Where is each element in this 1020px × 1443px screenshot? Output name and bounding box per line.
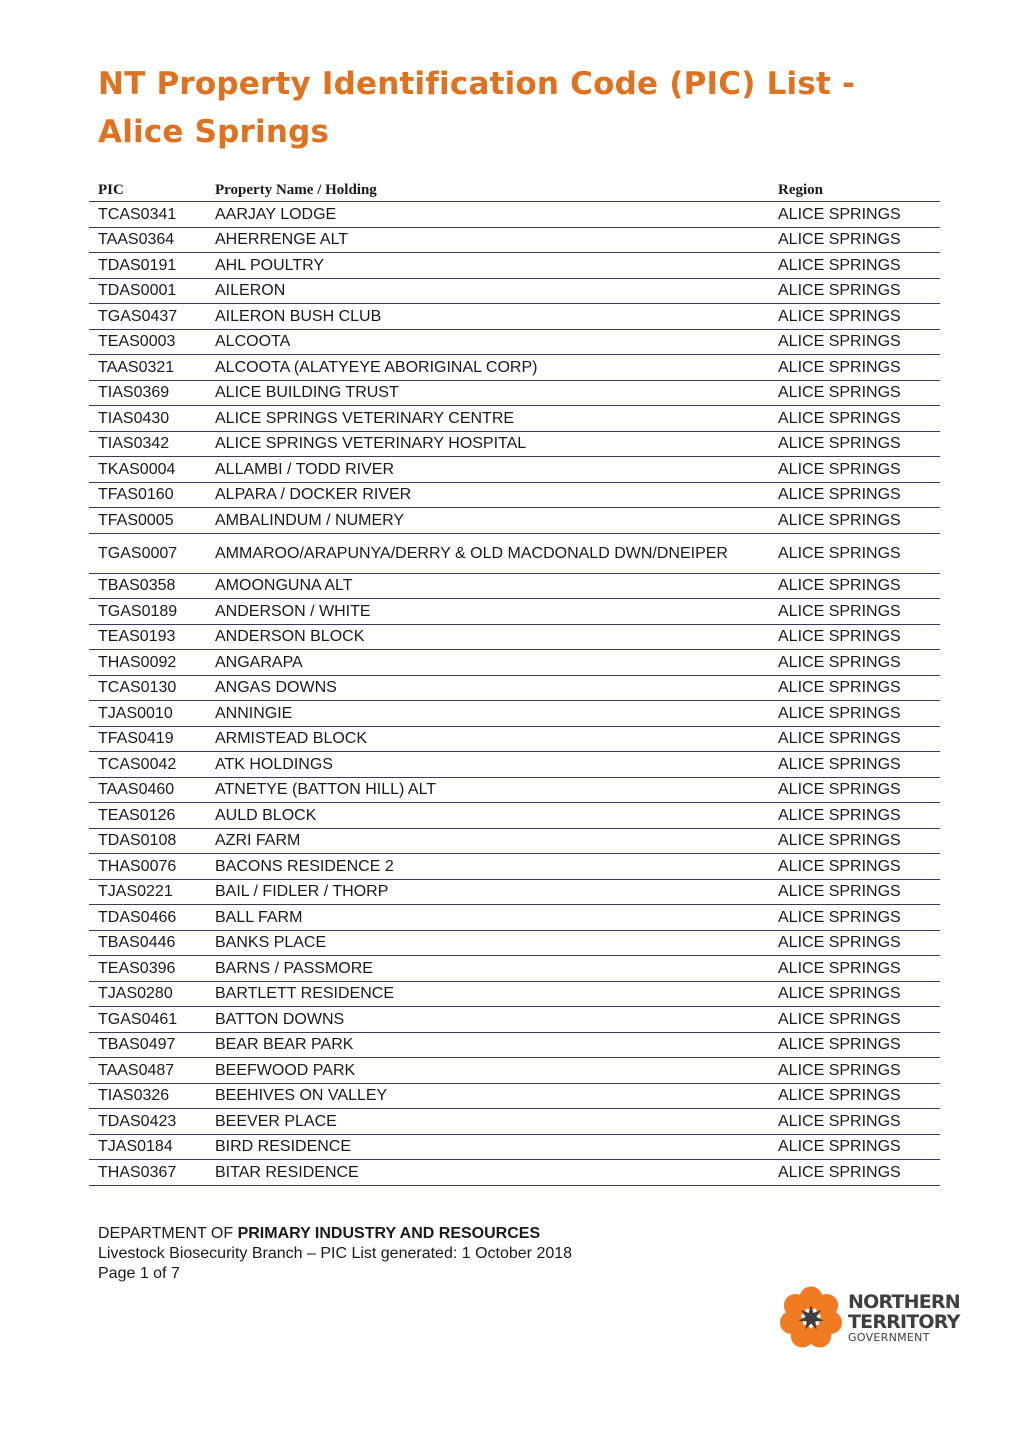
- region-cell: ALICE SPRINGS: [769, 930, 940, 956]
- pic-code-cell: TFAS0419: [89, 726, 206, 752]
- region-cell: ALICE SPRINGS: [769, 278, 940, 304]
- region-cell: ALICE SPRINGS: [769, 1032, 940, 1058]
- region-cell: ALICE SPRINGS: [769, 905, 940, 931]
- table-row: [89, 482, 940, 508]
- pic-code-cell: TCAS0130: [89, 675, 206, 701]
- region-cell: ALICE SPRINGS: [769, 752, 940, 778]
- pic-code-cell: TGAS0437: [89, 304, 206, 330]
- logo-petal: [784, 1294, 807, 1317]
- region-cell: ALICE SPRINGS: [769, 828, 940, 854]
- region-cell: ALICE SPRINGS: [769, 304, 940, 330]
- table-row: [89, 1007, 940, 1033]
- property-name-cell: ALCOOTA (ALATYEYE ABORIGINAL CORP): [206, 355, 769, 381]
- department-line: [98, 1224, 572, 1244]
- table-row: [89, 355, 940, 381]
- column-header-property-name: Property Name / Holding: [206, 175, 769, 202]
- pic-code-cell: TIAS0326: [89, 1083, 206, 1109]
- table-row: [89, 508, 940, 534]
- page-footer: [98, 1224, 572, 1284]
- department-prefix: DEPARTMENT OF: [98, 1225, 238, 1242]
- table-row: [89, 624, 940, 650]
- pic-code-cell: TJAS0280: [89, 981, 206, 1007]
- pic-code-cell: TDAS0466: [89, 905, 206, 931]
- property-name-cell: AHL POULTRY: [206, 253, 769, 279]
- pic-code-cell: TIAS0369: [89, 380, 206, 406]
- pic-code-cell: TKAS0004: [89, 457, 206, 483]
- region-cell: ALICE SPRINGS: [769, 650, 940, 676]
- pic-code-cell: TDAS0191: [89, 253, 206, 279]
- table-row: [89, 253, 940, 279]
- pic-code-cell: TGAS0189: [89, 599, 206, 625]
- table-row: [89, 431, 940, 457]
- property-name-cell: ANNINGIE: [206, 701, 769, 727]
- region-cell: ALICE SPRINGS: [769, 533, 940, 573]
- table-header-row: [89, 175, 940, 202]
- pic-code-cell: TIAS0430: [89, 406, 206, 432]
- property-name-cell: ARMISTEAD BLOCK: [206, 726, 769, 752]
- table-row: [89, 905, 940, 931]
- property-name-cell: ALLAMBI / TODD RIVER: [206, 457, 769, 483]
- table-row: [89, 380, 940, 406]
- column-header-region: Region: [769, 175, 940, 202]
- property-name-cell: ANGAS DOWNS: [206, 675, 769, 701]
- region-cell: ALICE SPRINGS: [769, 253, 940, 279]
- pic-code-cell: TAAS0364: [89, 227, 206, 253]
- logo-line-northern: NORTHERN: [848, 1291, 960, 1313]
- logo-wordmark: [848, 1292, 960, 1344]
- property-name-cell: BARNS / PASSMORE: [206, 956, 769, 982]
- region-cell: ALICE SPRINGS: [769, 1083, 940, 1109]
- table-row: [89, 650, 940, 676]
- property-name-cell: BEEFWOOD PARK: [206, 1058, 769, 1084]
- property-name-cell: ALICE BUILDING TRUST: [206, 380, 769, 406]
- pic-code-cell: THAS0076: [89, 854, 206, 880]
- table-row: [89, 879, 940, 905]
- property-name-cell: ANDERSON BLOCK: [206, 624, 769, 650]
- property-name-cell: BAIL / FIDLER / THORP: [206, 879, 769, 905]
- pic-code-cell: TIAS0342: [89, 431, 206, 457]
- property-name-cell: ALICE SPRINGS VETERINARY HOSPITAL: [206, 431, 769, 457]
- pic-code-cell: TBAS0497: [89, 1032, 206, 1058]
- pic-code-cell: TAAS0460: [89, 777, 206, 803]
- table-row: [89, 1160, 940, 1186]
- property-name-cell: ANDERSON / WHITE: [206, 599, 769, 625]
- region-cell: ALICE SPRINGS: [769, 355, 940, 381]
- region-cell: ALICE SPRINGS: [769, 457, 940, 483]
- pic-code-cell: TJAS0184: [89, 1134, 206, 1160]
- region-cell: ALICE SPRINGS: [769, 803, 940, 829]
- property-name-cell: ATNETYE (BATTON HILL) ALT: [206, 777, 769, 803]
- pic-code-cell: TCAS0042: [89, 752, 206, 778]
- property-name-cell: AHERRENGE ALT: [206, 227, 769, 253]
- table-row: [89, 278, 940, 304]
- region-cell: ALICE SPRINGS: [769, 227, 940, 253]
- table-row: [89, 752, 940, 778]
- region-cell: ALICE SPRINGS: [769, 1109, 940, 1135]
- table-row: [89, 675, 940, 701]
- property-name-cell: BACONS RESIDENCE 2: [206, 854, 769, 880]
- property-name-cell: AMOONGUNA ALT: [206, 573, 769, 599]
- pic-table: [89, 175, 940, 1186]
- table-row: [89, 956, 940, 982]
- region-cell: ALICE SPRINGS: [769, 1134, 940, 1160]
- pic-code-cell: TDAS0423: [89, 1109, 206, 1135]
- table-row: [89, 304, 940, 330]
- region-cell: ALICE SPRINGS: [769, 406, 940, 432]
- page-title: NT Property Identification Code (PIC) List - Alice Springs: [98, 66, 856, 150]
- property-name-cell: BARTLETT RESIDENCE: [206, 981, 769, 1007]
- nt-government-logo: [778, 1282, 968, 1354]
- logo-line-territory: TERRITORY: [848, 1311, 960, 1333]
- region-cell: ALICE SPRINGS: [769, 854, 940, 880]
- region-cell: ALICE SPRINGS: [769, 701, 940, 727]
- property-name-cell: BIRD RESIDENCE: [206, 1134, 769, 1160]
- property-name-cell: BATTON DOWNS: [206, 1007, 769, 1033]
- property-name-cell: AILERON: [206, 278, 769, 304]
- pic-code-cell: TDAS0001: [89, 278, 206, 304]
- table-row: [89, 1058, 940, 1084]
- table-row: [89, 1083, 940, 1109]
- property-name-cell: AZRI FARM: [206, 828, 769, 854]
- logo-line-government: GOVERNMENT: [848, 1331, 930, 1344]
- region-cell: ALICE SPRINGS: [769, 726, 940, 752]
- pic-code-cell: THAS0367: [89, 1160, 206, 1186]
- region-cell: ALICE SPRINGS: [769, 777, 940, 803]
- pic-code-cell: TCAS0341: [89, 202, 206, 228]
- region-cell: ALICE SPRINGS: [769, 1160, 940, 1186]
- region-cell: ALICE SPRINGS: [769, 1058, 940, 1084]
- table-row: [89, 726, 940, 752]
- property-name-cell: AILERON BUSH CLUB: [206, 304, 769, 330]
- region-cell: ALICE SPRINGS: [769, 599, 940, 625]
- property-name-cell: BITAR RESIDENCE: [206, 1160, 769, 1186]
- region-cell: ALICE SPRINGS: [769, 431, 940, 457]
- pic-code-cell: TFAS0005: [89, 508, 206, 534]
- table-row: [89, 828, 940, 854]
- region-cell: ALICE SPRINGS: [769, 879, 940, 905]
- pic-code-cell: TGAS0461: [89, 1007, 206, 1033]
- region-cell: ALICE SPRINGS: [769, 202, 940, 228]
- property-name-cell: BEAR BEAR PARK: [206, 1032, 769, 1058]
- region-cell: ALICE SPRINGS: [769, 675, 940, 701]
- desert-rose-icon: [778, 1282, 844, 1352]
- property-name-cell: BALL FARM: [206, 905, 769, 931]
- table-row: [89, 227, 940, 253]
- table-row: [89, 854, 940, 880]
- page-number: Page 1 of 7: [98, 1265, 180, 1282]
- pic-code-cell: TEAS0126: [89, 803, 206, 829]
- property-name-cell: AMBALINDUM / NUMERY: [206, 508, 769, 534]
- table-row: [89, 1032, 940, 1058]
- table-row: [89, 202, 940, 228]
- property-name-cell: ANGARAPA: [206, 650, 769, 676]
- property-name-cell: ATK HOLDINGS: [206, 752, 769, 778]
- pic-code-cell: TDAS0108: [89, 828, 206, 854]
- branch-line: Livestock Biosecurity Branch – PIC List generated: 1 October 2018: [98, 1245, 573, 1262]
- property-name-cell: ALPARA / DOCKER RIVER: [206, 482, 769, 508]
- pic-code-cell: TEAS0003: [89, 329, 206, 355]
- region-cell: ALICE SPRINGS: [769, 329, 940, 355]
- table-row: [89, 701, 940, 727]
- region-cell: ALICE SPRINGS: [769, 981, 940, 1007]
- pic-code-cell: TFAS0160: [89, 482, 206, 508]
- region-cell: ALICE SPRINGS: [769, 482, 940, 508]
- property-name-cell: BEEVER PLACE: [206, 1109, 769, 1135]
- column-header-pic: PIC: [89, 175, 206, 202]
- table-row: [89, 573, 940, 599]
- pic-code-cell: TEAS0396: [89, 956, 206, 982]
- table-row: [89, 1134, 940, 1160]
- table-row: [89, 777, 940, 803]
- property-name-cell: ALCOOTA: [206, 329, 769, 355]
- property-name-cell: BANKS PLACE: [206, 930, 769, 956]
- table-row: [89, 1109, 940, 1135]
- region-cell: ALICE SPRINGS: [769, 624, 940, 650]
- table-row: [89, 329, 940, 355]
- pic-code-cell: TBAS0446: [89, 930, 206, 956]
- pic-code-cell: TJAS0221: [89, 879, 206, 905]
- pic-code-cell: TAAS0321: [89, 355, 206, 381]
- property-name-cell: BEEHIVES ON VALLEY: [206, 1083, 769, 1109]
- pic-code-cell: TEAS0193: [89, 624, 206, 650]
- pic-code-cell: TAAS0487: [89, 1058, 206, 1084]
- property-name-cell: ALICE SPRINGS VETERINARY CENTRE: [206, 406, 769, 432]
- table-row: [89, 930, 940, 956]
- table-row: [89, 981, 940, 1007]
- region-cell: ALICE SPRINGS: [769, 508, 940, 534]
- department-name: PRIMARY INDUSTRY AND RESOURCES: [237, 1225, 541, 1242]
- region-cell: ALICE SPRINGS: [769, 1007, 940, 1033]
- region-cell: ALICE SPRINGS: [769, 573, 940, 599]
- pic-code-cell: TBAS0358: [89, 573, 206, 599]
- table-row: [89, 803, 940, 829]
- table-row: [89, 599, 940, 625]
- region-cell: ALICE SPRINGS: [769, 380, 940, 406]
- table-row: [89, 533, 940, 573]
- property-name-cell: AARJAY LODGE: [206, 202, 769, 228]
- table-row: [89, 457, 940, 483]
- region-cell: ALICE SPRINGS: [769, 956, 940, 982]
- table-row: [89, 406, 940, 432]
- pic-code-cell: THAS0092: [89, 650, 206, 676]
- pic-code-cell: TGAS0007: [89, 533, 206, 573]
- pic-code-cell: TJAS0010: [89, 701, 206, 727]
- property-name-cell: AULD BLOCK: [206, 803, 769, 829]
- property-name-cell: AMMAROO/ARAPUNYA/DERRY & OLD MACDONALD DWN/DNEIPER: [206, 533, 769, 573]
